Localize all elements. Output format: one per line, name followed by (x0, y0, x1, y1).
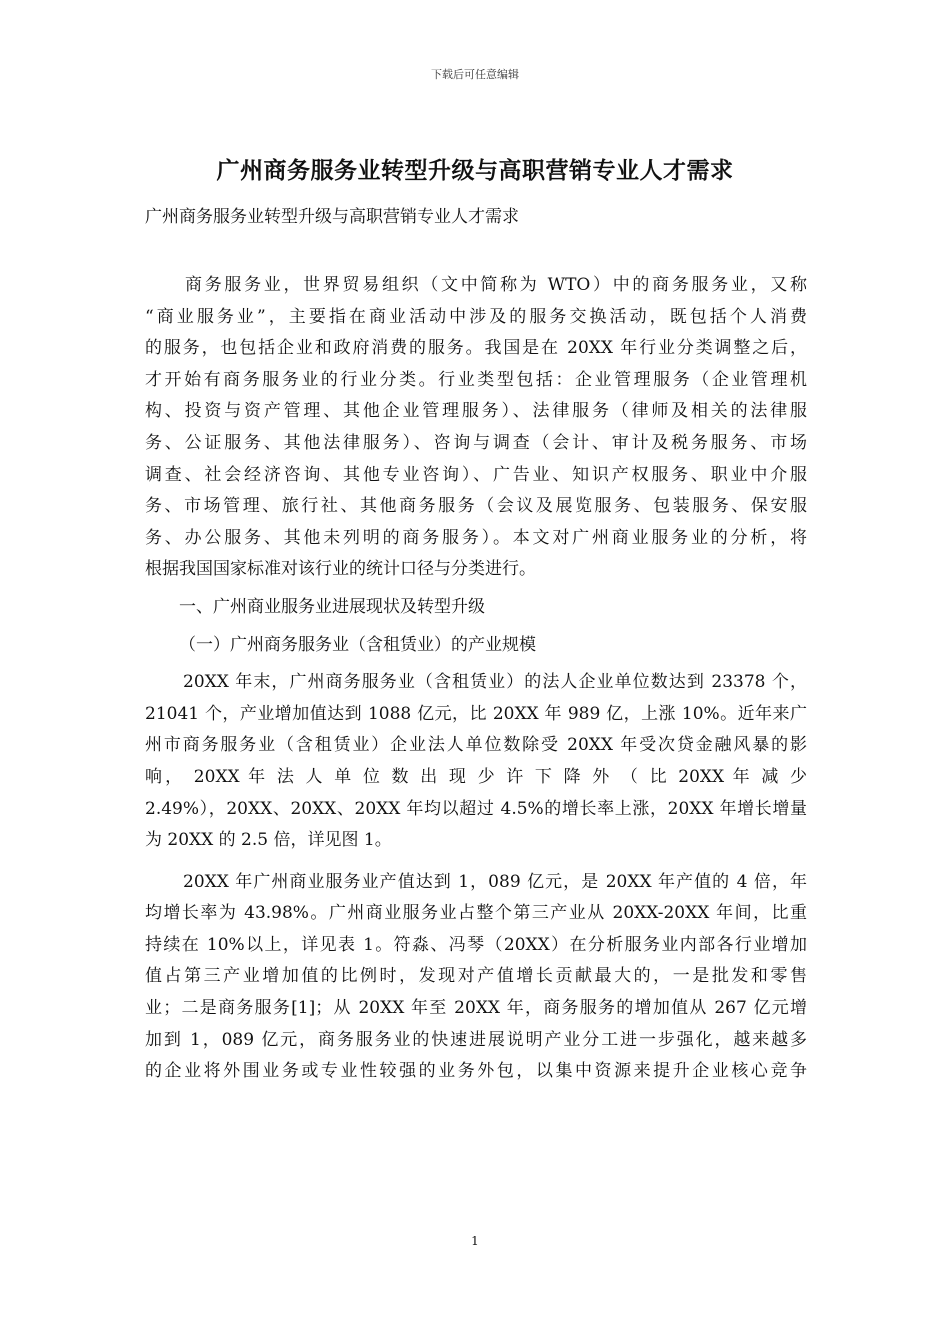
text-line: 的企业将外围业务或专业性较强的业务外包，以集中资源来提升企业核心竞争 (145, 1061, 807, 1082)
paragraph-intro (145, 270, 807, 586)
text-line: 业；二是商务服务[1]；从 20XX 年至 20XX 年，商务服务的增加值从 267 亿元增 (145, 998, 807, 1019)
text-line: 20XX 年末，广州商务服务业（含租赁业）的法人企业单位数达到 23378 个， (183, 672, 807, 693)
text-line: 商务服务业，世界贸易组织（文中简称为 WTO）中的商务服务业，又称 (185, 275, 807, 295)
text-line: “商业服务业”，主要指在商业活动中涉及的服务交换活动，既包括个人消费 (145, 306, 807, 327)
text-line: 值占第三产业增加值的比例时，发现对产值增长贡献最大的，一是批发和零售 (145, 966, 807, 987)
text-line: 构、投资与资产管理、其他企业管理服务）、法律服务（律师及相关的法律服 (145, 401, 807, 422)
text-line: 州市商务服务业（含租赁业）企业法人单位数除受 20XX 年受次贷金融风暴的影 (145, 735, 807, 756)
paragraph-output (145, 867, 807, 1088)
text-line: 2.49%），20XX、20XX、20XX 年均以超过 4.5%的增长率上涨，20XX 年增长增量 (145, 798, 807, 819)
text-line: 务、公证服务、其他法律服务）、咨询与调查（会计、审计及税务服务、市场 (145, 432, 807, 453)
text-line: 20XX 年广州商业服务业产值达到 1，089 亿元，是 20XX 年产值的 4 倍，年 (183, 871, 807, 892)
text-line: 加到 1，089 亿元，商务服务业的快速进展说明产业分工进一步强化，越来越多 (145, 1029, 807, 1050)
document-title: 广州商务服务业转型升级与高职营销专业人才需求 (216, 157, 734, 184)
text-line: 调查、社会经济咨询、其他专业咨询）、广告业、知识产权服务、职业中介服 (145, 464, 807, 485)
text-line: 务、市场管理、旅行社、其他商务服务（会议及展览服务、包装服务、保安服 (145, 496, 807, 517)
page-header: 下载后可任意编辑 (431, 68, 519, 81)
subsection-heading-1 (145, 630, 807, 662)
section-heading-1 (145, 592, 807, 624)
text-line: 才开始有商务服务业的行业分类。行业类型包括：企业管理服务（企业管理机 (145, 369, 807, 390)
text-line: 务、办公服务、其他未列明的商务服务）。本文对广州商业服务业的分析，将 (145, 527, 807, 548)
document-subtitle: 广州商务服务业转型升级与高职营销专业人才需求 (145, 207, 519, 227)
text-line: 的服务，也包括企业和政府消费的服务。我国是在 20XX 年行业分类调整之后， (145, 338, 807, 359)
paragraph-scale (145, 667, 807, 857)
text-line: （一）广州商务服务业（含租赁业）的产业规模 (179, 634, 536, 655)
text-line: 21041 个，产业增加值达到 1088 亿元，比 20XX 年 989 亿，上涨 10%。近年来广 (145, 703, 807, 724)
text-line: 根据我国国家标准对该行业的统计口径与分类进行。 (145, 559, 536, 580)
text-line: 为 20XX 的 2.5 倍，详见图 1。 (145, 830, 392, 851)
document-body (145, 270, 807, 1088)
text-line: 均增长率为 43.98%。广州商业服务业占整个第三产业从 20XX-20XX 年间，比重 (145, 903, 807, 924)
page-number: 1 (471, 1234, 479, 1248)
text-line: 持续在 10%以上，详见表 1。符淼、冯琴（20XX）在分析服务业内部各行业增加 (145, 934, 807, 955)
text-line: 一、广州商业服务业进展现状及转型升级 (179, 596, 485, 617)
text-line: 响， 20XX 年 法 人 单 位 数 出 现 少 许 下 降 外 （ 比 20XX 年 减 少 (145, 766, 807, 787)
